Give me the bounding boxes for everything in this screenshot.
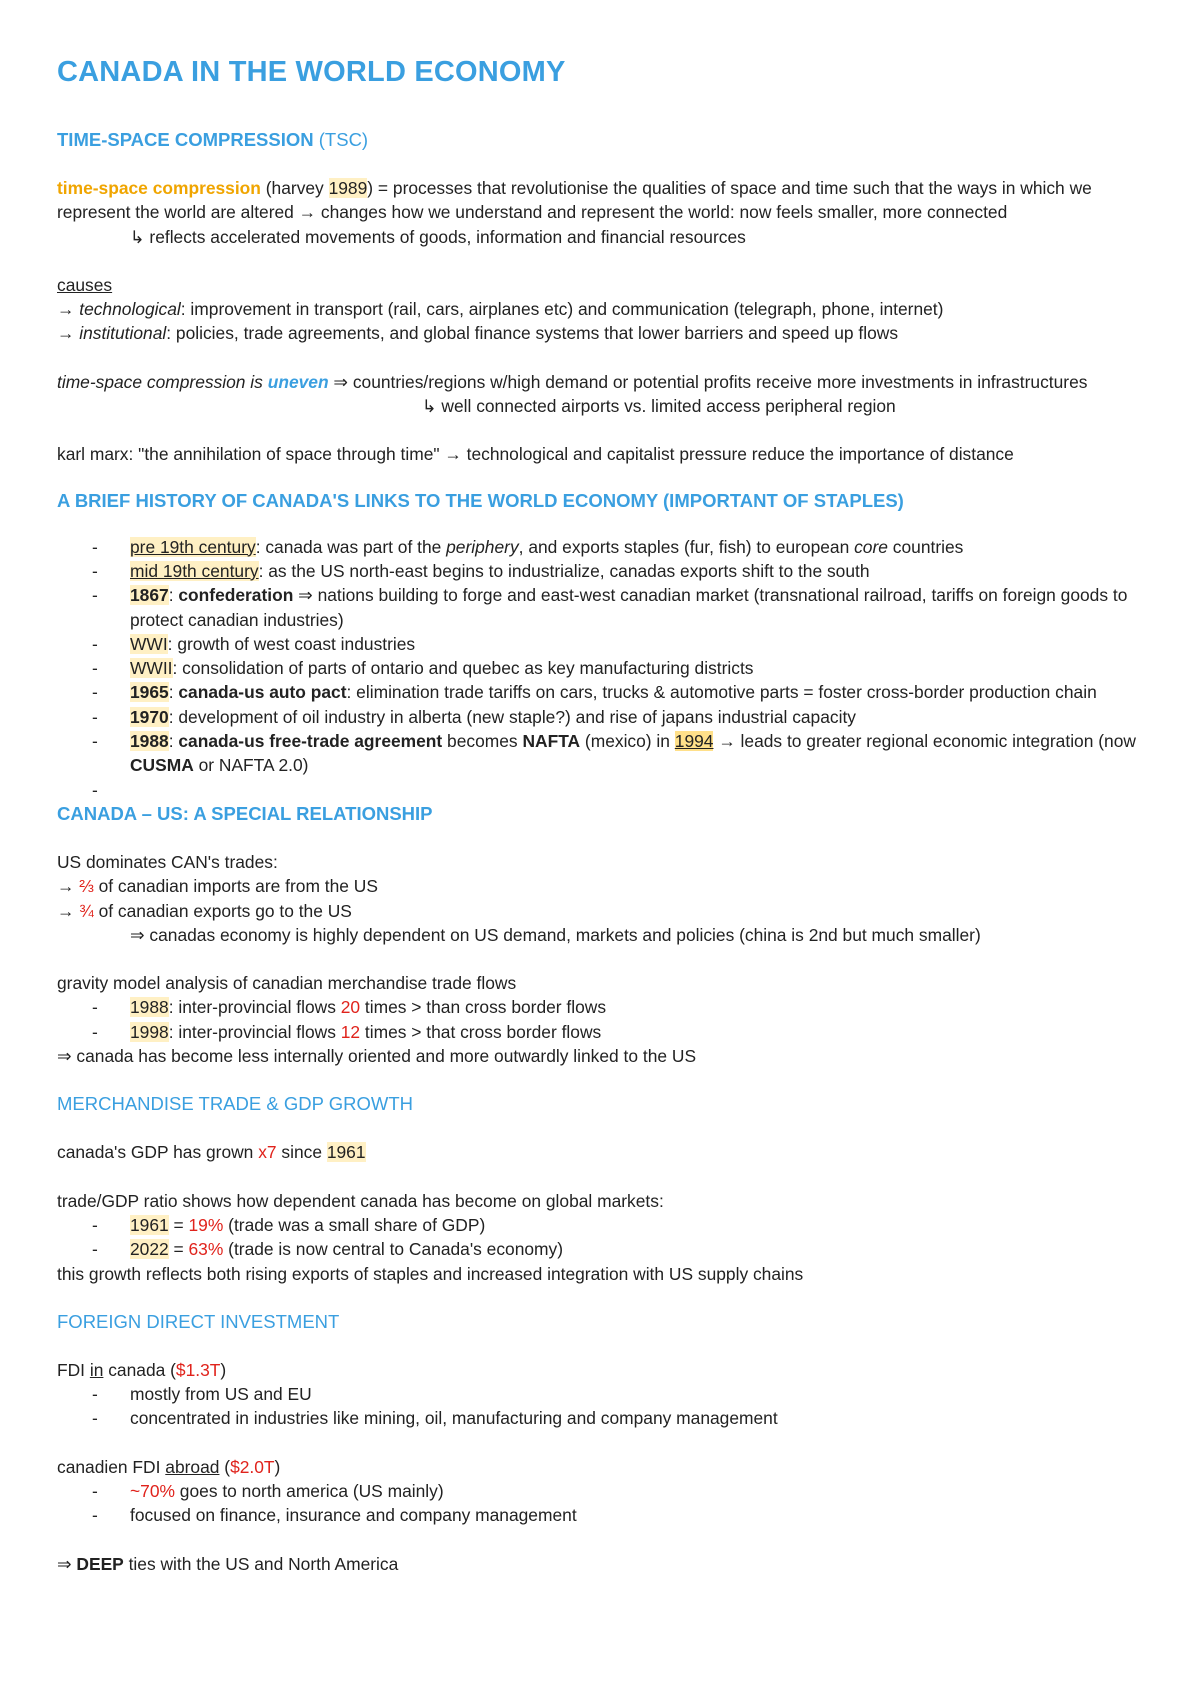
fdi-in-c: ): [220, 1359, 227, 1380]
ratio-number: 20: [340, 997, 361, 1018]
uneven-line: [57, 370, 1157, 394]
cause2-text: : policies, trade agreements, and global finance systems that lower barriers and speed up flows: [166, 323, 899, 344]
gravity-intro: gravity model analysis of canadian merchandise trade flows: [57, 973, 517, 994]
item-text: → leads to greater regional economic integration (now: [713, 731, 1136, 752]
cause1-text: : improvement in transport (rail, cars, airplanes etc) and communication (telegraph, phone, internet): [180, 299, 944, 320]
fdi-abroad-a: canadien FDI: [57, 1456, 166, 1477]
tsc-heading-paren: (TSC): [318, 129, 369, 150]
item-text: : inter-provincial flows: [168, 1021, 341, 1042]
year-label: 1988: [130, 731, 169, 752]
ratio-number: 12: [340, 1021, 361, 1042]
item-text: countries: [887, 536, 964, 557]
merch-closing: this growth reflects both rising exports of staples and increased integration with US supply chains: [57, 1263, 804, 1284]
item-text: : growth of west coast industries: [167, 633, 416, 654]
item-sep: :: [168, 682, 179, 703]
tsc-term: time-space compression: [57, 178, 261, 198]
tsc-def-b: ) = processes that revolutionise the qualities of space and time such that the ways in which we represent the world are altered → changes how we understand and represent the world: now feels smaller, more connected: [57, 178, 1092, 223]
list-item: - concentrated in industries like mining, oil, manufacturing and company management: [57, 1406, 1157, 1430]
exports-text: of canadian exports go to the US: [93, 900, 352, 921]
fdi-in-a: FDI: [57, 1359, 90, 1380]
item-text: : as the US north-east begins to industrialize, canadas exports shift to the south: [258, 560, 870, 581]
year-label: WWI: [130, 633, 168, 654]
item-text: times > that cross border flows: [360, 1021, 602, 1042]
fdi-abroad-b: (: [219, 1456, 231, 1477]
list-item: [57, 1020, 1157, 1044]
item-bold: canada-us free-trade agreement: [178, 731, 443, 752]
item-text: : consolidation of parts of ontario and quebec as key manufacturing districts: [172, 658, 754, 679]
gdp-growth: [57, 1140, 1157, 1164]
fdi-abroad-list: [57, 1479, 1157, 1528]
final-b: ties with the US and North America: [123, 1553, 399, 1574]
share-percent: ~70%: [130, 1480, 175, 1501]
ratio-percent: 19%: [188, 1214, 224, 1235]
gdp-year: 1961: [326, 1142, 366, 1163]
year-label: 1994: [674, 731, 714, 752]
item-text: becomes: [442, 731, 523, 752]
uneven-word: uneven: [267, 371, 329, 392]
list-item: [57, 632, 1157, 656]
cause2-term: institutional: [79, 323, 167, 344]
year-label: WWII: [130, 658, 173, 679]
section-heading-merch: MERCHANDISE TRADE & GDP GROWTH: [57, 1093, 413, 1115]
ratio-percent: 63%: [188, 1239, 224, 1260]
cusma-label: CUSMA: [130, 755, 194, 776]
fdi-in-amount: $1.3T: [175, 1359, 221, 1380]
uneven-sub: ↳ well connected airports vs. limited access peripheral region: [422, 396, 896, 417]
year-label: 1961: [130, 1214, 169, 1235]
fdi-in-list: [57, 1382, 1157, 1431]
item-text: (trade is now central to Canada's economy): [223, 1239, 564, 1260]
date-label: pre 19th century: [130, 536, 256, 557]
fdi-abroad-amount: $2.0T: [230, 1456, 275, 1477]
cause1-arrow: →: [57, 299, 80, 320]
year-label: 1998: [130, 1021, 169, 1042]
list-item: [57, 705, 1157, 729]
list-item: - focused on finance, insurance and company management: [57, 1503, 1157, 1527]
tsc-def-sub: ↳ reflects accelerated movements of goods, information and financial resources: [130, 226, 746, 247]
fdi-in-b: canada (: [103, 1359, 176, 1380]
gravity-summary: ⇒ canada has become less internally oriented and more outwardly linked to the US: [57, 1046, 697, 1067]
imports-line: [57, 874, 1157, 898]
section-heading-special: CANADA – US: A SPECIAL RELATIONSHIP: [57, 802, 433, 824]
item-text: (mexico) in: [580, 731, 675, 752]
list-item: [57, 995, 1157, 1019]
dependence-conclusion: ⇒ canadas economy is highly dependent on US demand, markets and policies (china is 2nd but much smaller): [130, 924, 981, 945]
exports-fraction: ¾: [79, 900, 94, 921]
tsc-def-a: (harvey: [260, 178, 329, 198]
item-bold: confederation: [178, 585, 294, 606]
uneven-a: time-space compression is: [57, 371, 268, 392]
year-label: 1988: [130, 997, 169, 1018]
final-a: ⇒: [57, 1553, 77, 1574]
item-sep: :: [168, 585, 179, 606]
gdp-a: canada's GDP has grown: [57, 1142, 259, 1163]
imports-text: of canadian imports are from the US: [93, 876, 378, 897]
section-heading-fdi: FOREIGN DIRECT INVESTMENT: [57, 1310, 340, 1332]
nafta-label: NAFTA: [522, 731, 581, 752]
year-label: 1867: [130, 585, 169, 606]
ratio-intro: trade/GDP ratio shows how dependent canada has become on global markets:: [57, 1190, 664, 1211]
final-conclusion: [57, 1552, 1157, 1576]
gdp-b: since: [276, 1142, 327, 1163]
fdi-abroad-line: [57, 1455, 1157, 1479]
item-text: , and exports staples (fur, fish) to european: [518, 536, 855, 557]
item-emphasis: periphery: [446, 536, 519, 557]
marx-quote: karl marx: "the annihilation of space through time" → technological and capitalist pressure reduce the importance of distance: [57, 444, 1014, 465]
item-text: : canada was part of the: [255, 536, 447, 557]
fdi-in-word: in: [89, 1359, 104, 1380]
year-label: 2022: [130, 1239, 169, 1260]
item-emphasis: core: [854, 536, 888, 557]
cause2-arrow: →: [57, 323, 80, 344]
list-item-empty: [57, 778, 1157, 802]
item-text: ⇒ nations building to forge and east-west canadian market (transnational railroad, tariffs on foreign goods to protect canadian industries): [130, 585, 1128, 630]
gravity-list: [57, 995, 1157, 1044]
item-text: goes to north america (US mainly): [174, 1480, 444, 1501]
fdi-abroad-c: ): [274, 1456, 281, 1477]
tsc-definition: [57, 176, 1157, 225]
list-item: [57, 535, 1157, 559]
ratio-list: [57, 1213, 1157, 1262]
imports-fraction: ⅔: [79, 876, 94, 897]
tsc-heading-text: TIME-SPACE COMPRESSION: [57, 129, 314, 150]
year-label: 1965: [130, 682, 169, 703]
document-page: [57, 54, 1157, 1576]
page-title: CANADA IN THE WORLD ECONOMY: [57, 56, 566, 88]
item-sep: =: [168, 1214, 189, 1235]
imports-arrow: →: [57, 876, 80, 897]
exports-arrow: →: [57, 900, 80, 921]
uneven-b: ⇒ countries/regions w/high demand or potential profits receive more investments in infrastructures: [328, 371, 1088, 392]
section-heading-history: A BRIEF HISTORY OF CANADA'S LINKS TO THE WORLD ECONOMY (IMPORTANT OF STAPLES): [57, 489, 904, 511]
fdi-in-line: [57, 1358, 1157, 1382]
list-item: [57, 1479, 1157, 1503]
list-item: [57, 656, 1157, 680]
causes-label-text: causes: [57, 274, 113, 295]
gdp-multiplier: x7: [258, 1142, 277, 1163]
item-sep: =: [168, 1239, 189, 1260]
item-text: : inter-provincial flows: [168, 997, 341, 1018]
exports-line: [57, 899, 1157, 923]
list-item: [57, 1237, 1157, 1261]
item-text: (trade was a small share of GDP): [223, 1214, 486, 1235]
item-bold: canada-us auto pact: [178, 682, 347, 703]
section-heading-tsc: [57, 128, 1157, 152]
cause-technological: [57, 297, 1157, 321]
causes-label: [57, 273, 1157, 297]
tsc-def-year: 1989: [328, 178, 368, 198]
date-label: mid 19th century: [130, 560, 259, 581]
year-label: 1970: [130, 706, 169, 727]
list-item: [57, 729, 1157, 778]
fdi-abroad-word: abroad: [165, 1456, 220, 1477]
item-sep: :: [168, 731, 179, 752]
list-item: [57, 559, 1157, 583]
history-list: [57, 535, 1157, 802]
list-item: [57, 583, 1157, 632]
item-text: times > than cross border flows: [360, 997, 607, 1018]
cause1-term: technological: [79, 299, 181, 320]
cause-institutional: [57, 321, 1157, 345]
list-item: - mostly from US and EU: [57, 1382, 1157, 1406]
special-intro: US dominates CAN's trades:: [57, 851, 278, 872]
final-bold: DEEP: [76, 1553, 124, 1574]
item-text: : development of oil industry in alberta (new staple?) and rise of japans industrial capacity: [168, 706, 856, 727]
item-text: or NAFTA 2.0): [193, 755, 309, 776]
item-text: : elimination trade tariffs on cars, trucks & automotive parts = foster cross-border production chain: [346, 682, 1097, 703]
list-item: [57, 680, 1157, 704]
list-item: [57, 1213, 1157, 1237]
